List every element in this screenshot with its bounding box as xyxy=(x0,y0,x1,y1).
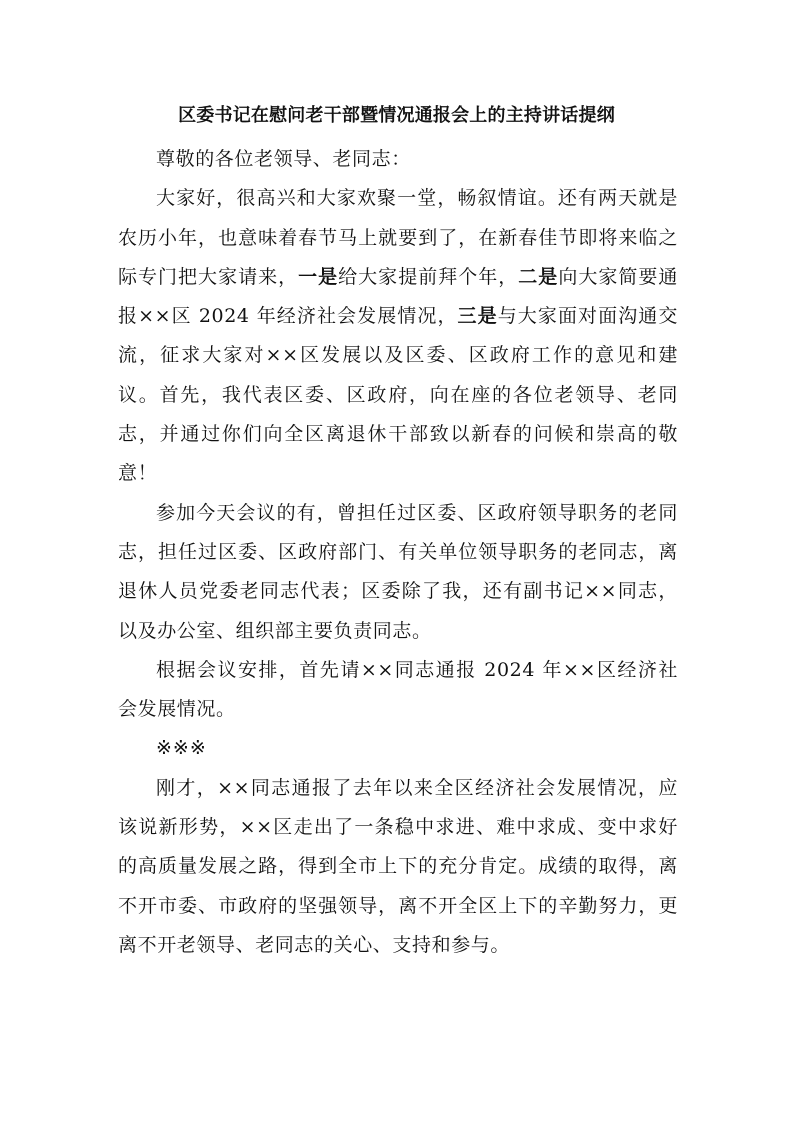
point-three-label: 三是 xyxy=(457,305,498,328)
paragraph-opening-text-3: 向大家简要通报××区 2024 年经济社会发展情况， xyxy=(118,265,678,328)
paragraph-opening-text-4: 与大家面对面沟通交流，征求大家对××区发展以及区委、区政府工作的意见和建议。首先，我代表区委、区政府，向在座的各位老领导、老同志，并通过你们向全区离退休干部致以新春的问候和崇高的敬意！ xyxy=(118,305,678,485)
point-one-label: 一是 xyxy=(298,265,339,288)
paragraph-attendees: 参加今天会议的有，曾担任过区委、区政府领导职务的老同志，担任过区委、区政府部门、有关单位领导职务的老同志，离退休人员党委老同志代表；区委除了我，还有副书记××同志，以及办公室、组织部主要负责同志。 xyxy=(118,501,678,642)
section-separator: ※※※ xyxy=(156,737,207,760)
paragraph-agenda: 根据会议安排，首先请××同志通报 2024 年××区经济社会发展情况。 xyxy=(118,658,678,721)
point-two-label: 二是 xyxy=(518,265,559,288)
salutation: 尊敬的各位老领导、老同志： xyxy=(156,148,411,170)
paragraph-opening xyxy=(118,179,678,493)
document-body xyxy=(118,140,678,965)
paragraph-summary: 刚才，××同志通报了去年以来全区经济社会发展情况，应该说新形势，××区走出了一条稳中求进、难中求成、变中求好的高质量发展之路，得到全市上下的充分肯定。成绩的取得，离不开市委、市政府的坚强领导，离不开全区上下的辛勤努力，更离不开老领导、老同志的关心、支持和参与。 xyxy=(118,776,678,956)
paragraph-opening-text-2: 给大家提前拜个年， xyxy=(338,265,519,288)
document-title: 区委书记在慰问老干部暨情况通报会上的主持讲话提纲 xyxy=(178,105,615,126)
paragraph-opening-text-1: 大家好，很高兴和大家欢聚一堂，畅叙情谊。还有两天就是农历小年，也意味着春节马上就要到了，在新春佳节即将来临之际专门把大家请来， xyxy=(118,187,678,288)
